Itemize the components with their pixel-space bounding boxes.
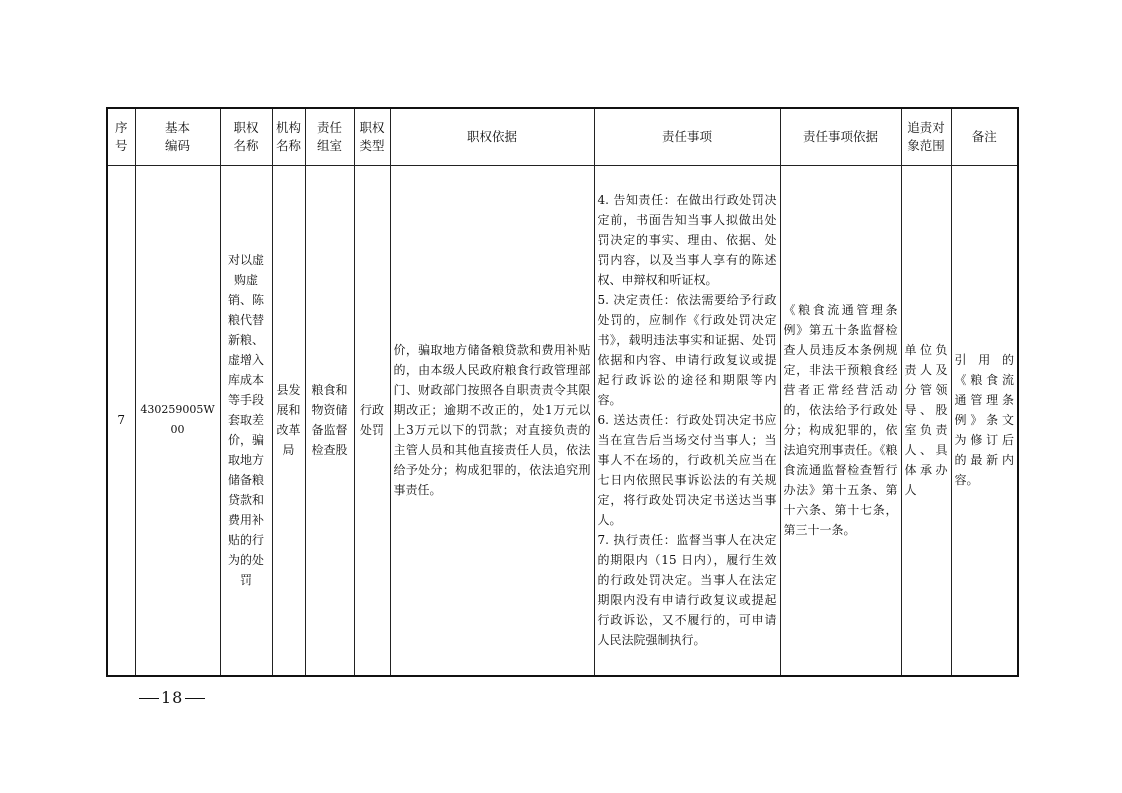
header-code [135,108,220,166]
cell-duties [594,166,780,676]
header-unit [305,108,354,166]
cell-seq: 7 [107,166,135,676]
header-name-line1: 职权 [233,120,259,135]
footer-dash-left [139,698,159,699]
header-duty-basis [780,108,901,166]
header-seq-line2: 号 [114,138,128,153]
header-code-line1: 基本 [164,120,190,135]
page-footer [137,688,207,707]
duty-item-5: 5. 决定责任：依法需要给予行政处罚的，应制作《行政处罚决定书》，载明违法事实和证据、处罚依据和内容、申请行政复议或提起行政诉讼的途径和期限等内容。 [597,293,777,408]
header-seq-line1: 序 [114,120,128,135]
responsibility-table [106,107,1019,677]
header-seq [107,108,135,166]
header-scope-line1: 追责对 [907,120,945,135]
header-name-line2: 名称 [233,138,259,153]
header-name [220,108,272,166]
header-agency [272,108,305,166]
header-basis-line1: 职权依据 [466,129,517,144]
header-remarks [951,108,1018,166]
header-type [354,108,390,166]
header-agency-line1: 机构 [275,120,301,135]
cell-code: 430259005W00 [135,166,220,676]
cell-unit: 粮食和物资储备监督检查股 [305,166,354,676]
header-basis [390,108,594,166]
cell-type: 行政处罚 [354,166,390,676]
header-duties [594,108,780,166]
header-duties-line1: 责任事项 [661,129,712,144]
header-unit-line2: 组室 [316,138,342,153]
header-unit-line1: 责任 [316,120,342,135]
header-code-line2: 编码 [164,138,190,153]
cell-agency: 县发展和改革局 [272,166,305,676]
header-remarks-line1: 备注 [971,129,997,144]
cell-remarks: 引用的《粮食流通管理条例》条文为修订后的最新内容。 [951,166,1018,676]
duty-item-4: 4. 告知责任：在做出行政处罚决定前，书面告知当事人拟做出处罚决定的事实、理由、依据、处罚内容，以及当事人享有的陈述权、申辩权和听证权。 [597,193,777,288]
header-agency-line2: 名称 [275,138,301,153]
cell-duty-basis: 《粮食流通管理条例》第五十条监督检查人员违反本条例规定，非法干预粮食经营者正常经营活动的，依法给予行政处分；构成犯罪的，依法追究刑事责任。《粮食流通监督检查暂行办法》第十五条、第十六条、第十七条，第三十一条。 [780,166,901,676]
table-row [107,166,1018,676]
duty-item-6: 6. 送达责任：行政处罚决定书应当在宣告后当场交付当事人；当事人不在场的，行政机关应当在七日内依照民事诉讼法的有关规定，将行政处罚决定书送达当事人。 [597,413,777,528]
cell-scope: 单位负责人及分管领导、股室负责人、具体承办人 [901,166,951,676]
cell-basis: 价，骗取地方储备粮贷款和费用补贴的，由本级人民政府粮食行政管理部门、财政部门按照各自职责责令其限期改正；逾期不改正的，处1万元以上3万元以下的罚款；对直接负责的主管人员和其他直接责任人员，依法给予处分；构成犯罪的，依法追究刑事责任。 [390,166,594,676]
header-scope-line2: 象范围 [907,138,945,153]
duty-item-7: 7. 执行责任：监督当事人在决定的期限内（15 日内），履行生效的行政处罚决定。当事人在法定期限内没有申请行政复议或提起行政诉讼，又不履行的，可申请人民法院强制执行。 [597,533,777,648]
header-row [107,108,1018,166]
header-type-line1: 职权 [359,120,385,135]
footer-dash-right [185,698,205,699]
header-type-line2: 类型 [359,138,385,153]
header-duty-basis-line1: 责任事项依据 [802,129,878,144]
header-scope [901,108,951,166]
cell-power-name: 对以虚购虚销、陈粮代替新粮、虚增入库成本等手段套取差价，骗取地方储备粮贷款和费用补贴的行为的处罚 [220,166,272,676]
page-number: 18 [161,688,184,707]
